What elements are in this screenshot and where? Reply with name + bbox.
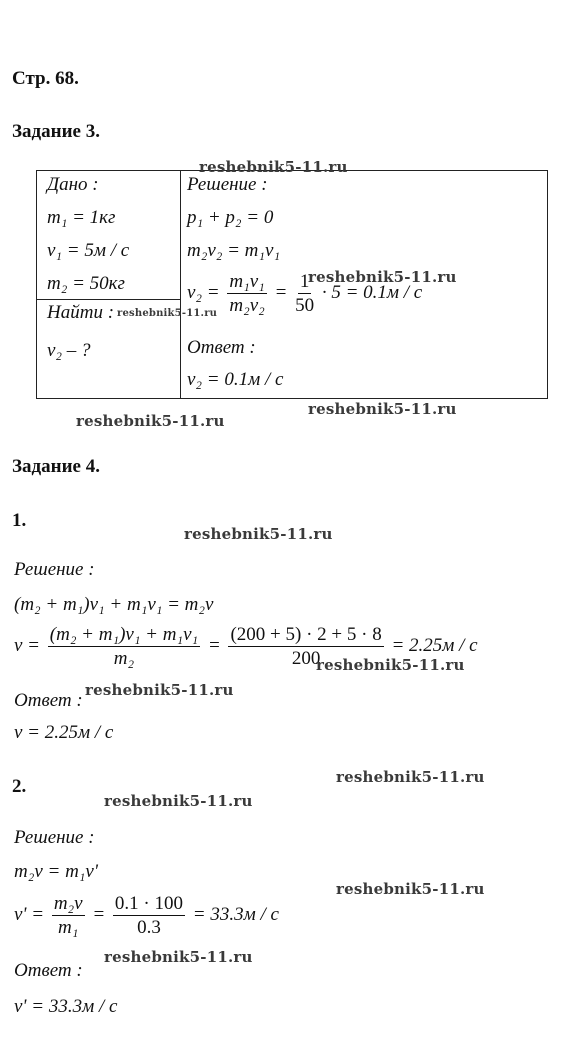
watermark: reshebnik5-11.ru — [308, 400, 457, 418]
fraction-numerator: (200 + 5) · 2 + 5 · 8 — [230, 624, 382, 645]
given-m1: m₁ = 1кг — [47, 207, 116, 228]
watermark: reshebnik5-11.ru — [104, 792, 253, 810]
fraction-denominator: m₂ — [113, 648, 135, 669]
part1-eq-momentum: (m₂ + m₁)v₁ + m₁v₁ = m₂v — [14, 594, 214, 615]
given-label: Дано : — [47, 174, 99, 195]
fraction-numerator: 1 — [299, 271, 310, 292]
fraction-denominator: m₁ — [58, 917, 79, 938]
watermark: reshebnik5-11.ru — [308, 268, 457, 286]
eq-equals: = — [207, 634, 221, 656]
page-reference: Стр. 68. — [12, 68, 79, 89]
given-m2: m₂ = 50кг — [47, 273, 125, 294]
answer-label: Ответ : — [187, 337, 256, 358]
fraction-numeric — [113, 893, 185, 938]
part2-eq-momentum: m₂v = m₁v' — [14, 861, 98, 882]
fraction-numerator: (m₂ + m₁)v₁ + m₁v₁ — [49, 624, 199, 645]
watermark: reshebnik5-11.ru — [316, 656, 465, 674]
task4-part1-number: 1. — [12, 510, 27, 531]
fraction-symbolic — [52, 893, 85, 938]
eq-rhs: · 5 = 0.1м / с — [321, 281, 423, 303]
task4-part2-number: 2. — [12, 776, 27, 797]
eq-lhs: v₂ = — [187, 281, 220, 303]
fraction-numerator: m₂v — [53, 893, 83, 914]
solution-eq-momentum: p₁ + p₂ = 0 — [187, 207, 274, 228]
fraction-denominator: 0.3 — [137, 917, 161, 938]
watermark: reshebnik5-11.ru — [336, 880, 485, 898]
fraction-denominator: 50 — [295, 295, 315, 316]
part1-solution-label: Решение : — [14, 559, 95, 580]
find-value: v₂ – ? — [47, 340, 91, 361]
part1-answer-value: v = 2.25м / с — [14, 722, 114, 743]
watermark: reshebnik5-11.ru — [184, 525, 333, 543]
fraction-denominator: m₂v₂ — [229, 295, 265, 316]
find-label: Найти : — [47, 302, 115, 323]
part1-answer-label: Ответ : — [14, 690, 83, 711]
eq-rhs: = 2.25м / с — [391, 634, 478, 656]
part2-answer-value: v' = 33.3м / с — [14, 996, 118, 1017]
fraction-denominator: 200 — [291, 648, 321, 669]
solution-label: Решение : — [187, 174, 268, 195]
watermark: reshebnik5-11.ru — [199, 158, 348, 176]
task4-heading: Задание 4. — [12, 456, 100, 477]
solution-eq-balance: m₂v₂ = m₁v₁ — [187, 240, 281, 261]
fraction-symbolic — [227, 271, 266, 316]
part2-eq-result — [14, 893, 279, 938]
eq-rhs: = 33.3м / с — [192, 903, 279, 925]
watermark: reshebnik5-11.ru — [104, 948, 253, 966]
fraction-numerator: m₁v₁ — [229, 271, 265, 292]
eq-lhs: v' = — [14, 903, 45, 925]
watermark: reshebnik5-11.ru — [117, 308, 218, 319]
watermark: reshebnik5-11.ru — [85, 681, 234, 699]
eq-equals: = — [92, 903, 106, 925]
watermark: reshebnik5-11.ru — [336, 768, 485, 786]
answer-value: v₂ = 0.1м / с — [187, 369, 284, 390]
given-v1: v₁ = 5м / с — [47, 240, 130, 261]
fraction-numerator: 0.1 · 100 — [114, 893, 183, 914]
part2-solution-label: Решение : — [14, 827, 95, 848]
fraction-symbolic — [48, 624, 200, 669]
given-cell — [37, 171, 181, 300]
task3-given-solution-table — [36, 170, 548, 399]
eq-equals: = — [274, 281, 288, 303]
watermark: reshebnik5-11.ru — [76, 412, 225, 430]
eq-lhs: v = — [14, 634, 41, 656]
part2-answer-label: Ответ : — [14, 960, 83, 981]
task3-heading: Задание 3. — [12, 121, 100, 142]
